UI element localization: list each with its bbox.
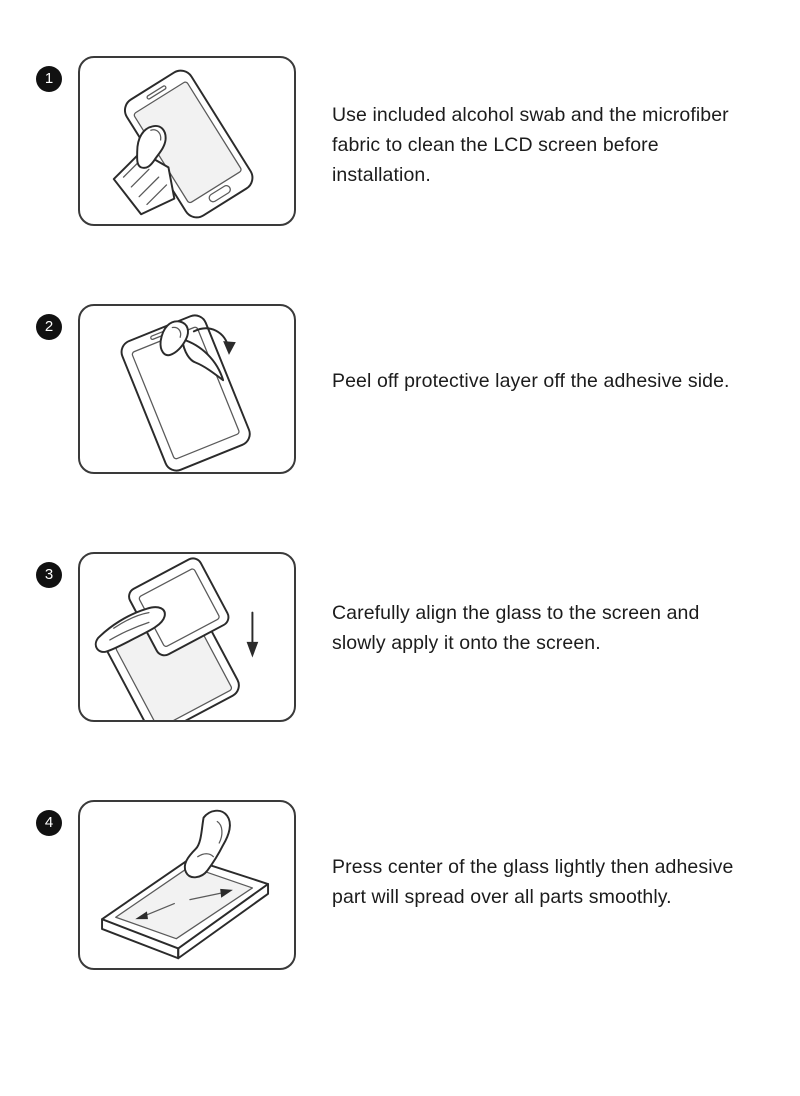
step-caption-3: Carefully align the glass to the screen and slowly apply it onto the screen. [332,602,700,655]
instruction-step-2 [20,304,760,552]
pressing-center-of-glass-icon [80,802,294,968]
phone-with-cleaning-cloth-icon [80,58,294,224]
step-number-column-3 [20,552,78,588]
step-number-badge-4: 4 [36,810,62,836]
step-number-badge-2: 2 [36,314,62,340]
step-number-badge-1: 1 [36,66,62,92]
step-caption-4: Press center of the glass lightly then adhesive part will spread over all parts smoothly. [332,856,734,909]
step-figure-1 [78,56,296,226]
aligning-glass-to-screen-icon [80,554,294,720]
step-figure-2 [78,304,296,474]
step-figure-3 [78,552,296,722]
step-number-column-1 [20,56,78,92]
instruction-step-3 [20,552,760,800]
peeling-protective-film-icon [80,306,294,472]
instruction-step-4 [20,800,760,1048]
instruction-step-1 [20,56,760,304]
step-figure-4 [78,800,296,970]
step-caption-2: Peel off protective layer off the adhesive side. [332,370,730,392]
step-number-column-2 [20,304,78,340]
step-number-column-4 [20,800,78,836]
step-number-badge-3: 3 [36,562,62,588]
step-caption-1: Use included alcohol swab and the microfiber fabric to clean the LCD screen before installation. [332,104,729,187]
